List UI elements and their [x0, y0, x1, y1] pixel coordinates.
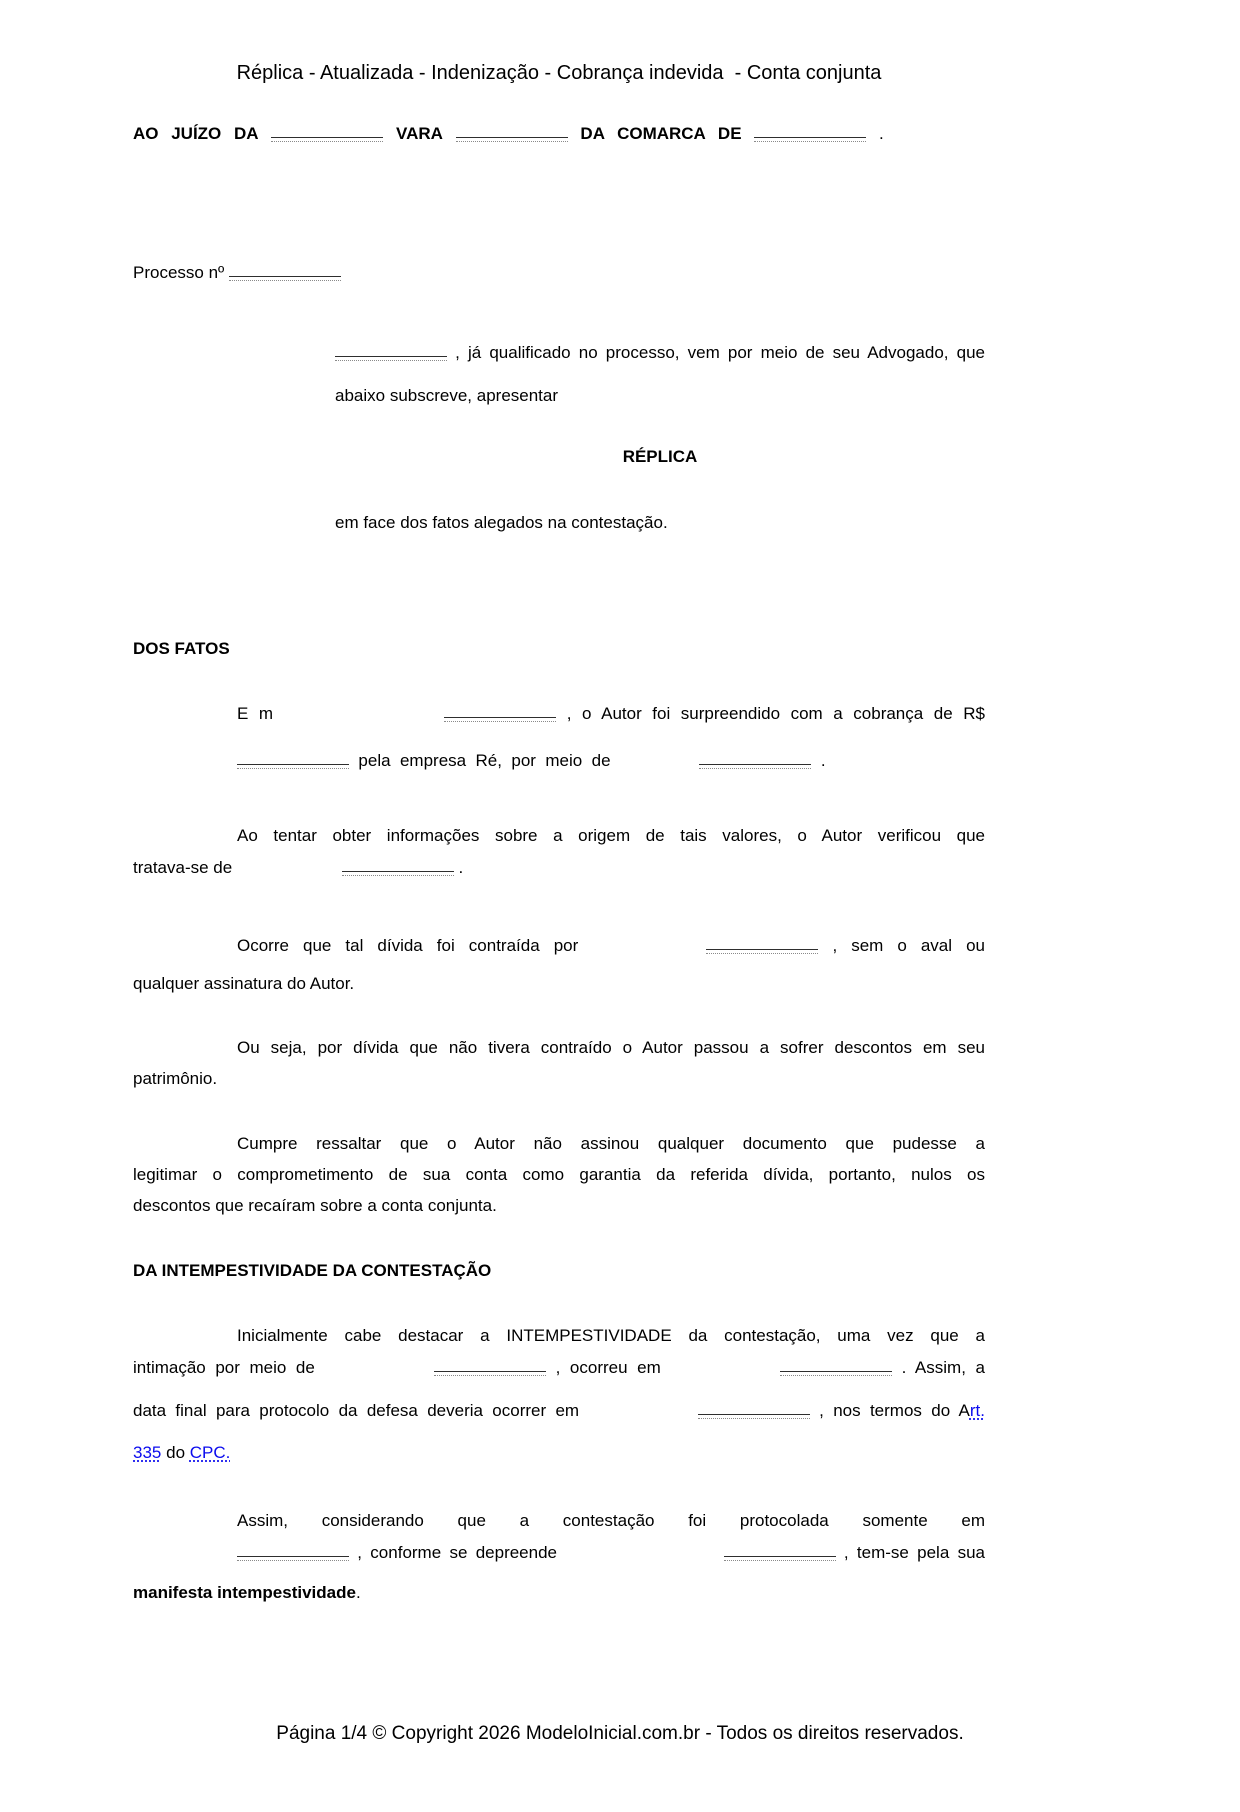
court-line-period: . — [879, 124, 884, 143]
blank-field-deadline-date[interactable] — [698, 1403, 810, 1419]
fatos-p5-line-2 — [133, 1159, 985, 1190]
blank-field-date[interactable] — [444, 706, 556, 722]
intemp-p1-text-g: do — [166, 1443, 186, 1462]
intempestividade-heading-text: DA INTEMPESTIVIDADE DA CONTESTAÇÃO — [133, 1261, 492, 1280]
fatos-p1-line-2 — [237, 745, 985, 776]
intro-text-2: abaixo subscreve, apresentar — [335, 386, 559, 405]
page-footer: Página 1/4 © Copyright 2026 ModeloInicial.com.br - Todos os direitos reservados. — [276, 1723, 964, 1744]
blank-field-debtor-name[interactable] — [706, 938, 818, 954]
fatos-p1-text-b: , o Autor foi surpreendido com a cobrança de R$ — [566, 704, 985, 723]
fatos-p5-text-b: legitimar o comprometimento de sua conta como garantia da referida dívida, portanto, nulos os — [133, 1165, 985, 1184]
blank-field-debt-origin[interactable] — [342, 860, 454, 876]
blank-field-charge-means[interactable] — [699, 753, 811, 769]
fatos-p5-line-1 — [237, 1128, 985, 1159]
dos-fatos-heading — [133, 633, 985, 664]
fatos-p2-line-1 — [237, 820, 985, 851]
processo-line — [133, 257, 985, 288]
court-label-juizo: AO JUÍZO DA — [133, 124, 259, 143]
document-page — [0, 58, 1240, 1608]
fatos-p2-text-a: Ao tentar obter informações sobre a origem de tais valores, o Autor verificou que — [237, 826, 985, 845]
intemp-p2-text-bold: manifesta intempestividade — [133, 1583, 356, 1602]
blank-field-evidence[interactable] — [724, 1545, 836, 1561]
blank-field-notice-date[interactable] — [780, 1360, 892, 1376]
intemp-p2-line-1 — [237, 1505, 985, 1536]
fatos-p2-text-c: . — [458, 858, 464, 877]
intro-text-1: , já qualificado no processo, vem por meio de seu Advogado, que — [455, 343, 985, 362]
fatos-p4-text-b: patrimônio. — [133, 1069, 218, 1088]
intemp-p2-line-2 — [237, 1537, 985, 1568]
blank-field-comarca[interactable] — [754, 126, 866, 142]
intro-line-1 — [335, 337, 985, 368]
blank-field-notice-means[interactable] — [434, 1360, 546, 1376]
intemp-p2-line-3 — [133, 1577, 985, 1608]
fatos-p3-text-b: , sem o aval ou — [832, 936, 985, 955]
intemp-p2-text-b: , conforme se depreende — [357, 1543, 557, 1562]
fatos-p3-line-2 — [133, 968, 985, 999]
fatos-p4-text-a: Ou seja, por dívida que não tivera contraído o Autor passou a sofrer descontos em seu — [237, 1038, 985, 1057]
fatos-p5-text-c: descontos que recaíram sobre a conta conjunta. — [133, 1196, 497, 1215]
intemp-p1-text-c: , ocorreu em — [555, 1358, 661, 1377]
fatos-p3-text-c: qualquer assinatura do Autor. — [133, 974, 355, 993]
court-label-comarca: DA COMARCA DE — [580, 124, 742, 143]
blank-field-processo-number[interactable] — [229, 265, 341, 281]
fatos-p5-line-3 — [133, 1190, 985, 1221]
intemp-p1-line-4 — [133, 1437, 985, 1468]
fatos-p1-text-d: . — [820, 751, 826, 770]
intemp-p1-text-e: data final para protocolo da defesa deveria ocorrer em — [133, 1401, 580, 1420]
intemp-p1-line-1 — [237, 1320, 985, 1351]
fatos-p3-line-1 — [237, 930, 985, 961]
intemp-p2-text-c: , tem-se pela sua — [843, 1543, 985, 1562]
intemp-p1-text-b: intimação por meio de — [133, 1358, 315, 1377]
art-335-link-part2[interactable]: 335 — [133, 1443, 162, 1462]
court-header-line — [133, 118, 985, 149]
blank-field-amount[interactable] — [237, 753, 349, 769]
fatos-p1-text-a: E m — [237, 704, 274, 723]
art-335-link-part1[interactable]: rt. — [969, 1401, 985, 1420]
em-face-line — [335, 507, 985, 538]
replica-heading-text: RÉPLICA — [622, 447, 698, 466]
intemp-p2-text-period: . — [355, 1583, 361, 1602]
fatos-p4-line-1 — [237, 1032, 985, 1063]
fatos-p1-line-1 — [237, 698, 985, 729]
document-title: Réplica - Atualizada - Indenização - Cobrança indevida - Conta conjunta — [236, 62, 882, 84]
processo-label: Processo nº — [133, 263, 225, 282]
blank-field-vara-type[interactable] — [456, 126, 568, 142]
blank-field-author-name[interactable] — [335, 345, 447, 361]
fatos-p2-text-b: tratava-se de — [133, 858, 233, 877]
cpc-link[interactable]: CPC. — [189, 1443, 231, 1462]
intro-line-2 — [335, 380, 985, 411]
intemp-p1-line-3 — [133, 1395, 985, 1426]
blank-field-filing-date[interactable] — [237, 1545, 349, 1561]
court-label-vara: VARA — [396, 124, 443, 143]
replica-heading — [335, 441, 985, 472]
fatos-p4-line-2 — [133, 1063, 985, 1094]
intemp-p1-line-2 — [133, 1352, 985, 1383]
fatos-p5-text-a: Cumpre ressaltar que o Autor não assinou qualquer documento que pudesse a — [237, 1134, 985, 1153]
fatos-p1-text-c: pela empresa Ré, por meio de — [358, 751, 611, 770]
intempestividade-heading — [133, 1255, 985, 1286]
intemp-p1-text-d: . Assim, a — [901, 1358, 985, 1377]
intemp-p2-text-a: Assim, considerando que a contestação foi protocolada somente em — [237, 1511, 985, 1530]
fatos-p2-line-2 — [133, 852, 985, 883]
em-face-text: em face dos fatos alegados na contestação. — [335, 513, 668, 532]
fatos-p3-text-a: Ocorre que tal dívida foi contraída por — [237, 936, 579, 955]
intemp-p1-text-f: , nos termos do A — [819, 1401, 970, 1420]
dos-fatos-heading-text: DOS FATOS — [133, 639, 230, 658]
blank-field-vara-number[interactable] — [271, 126, 383, 142]
intemp-p1-text-a: Inicialmente cabe destacar a INTEMPESTIVIDADE da contestação, uma vez que a — [237, 1326, 985, 1345]
